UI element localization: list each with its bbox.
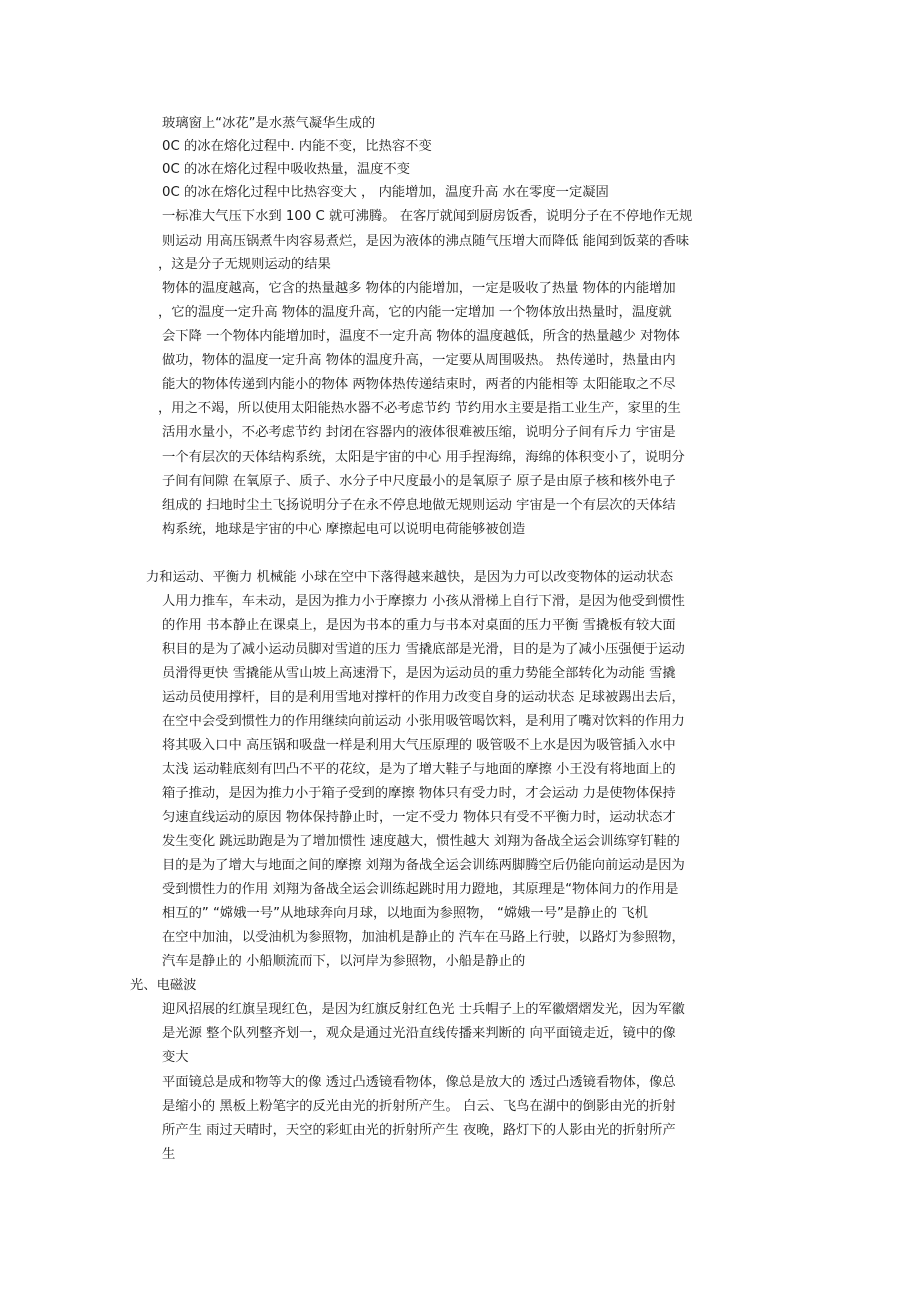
text-line: 汽车是静止的 小船顺流而下，以河岸为参照物，小船是静止的: [162, 954, 526, 969]
text-line: 构系统，地球是宇宙的中心 摩擦起电可以说明电荷能够被创造: [162, 522, 526, 537]
section-heading: 光、电磁波: [130, 978, 197, 993]
section-heading: 力和运动、平衡力 机械能 小球在空中下落得越来越快，是因为力可以改变物体的运动状态: [146, 570, 674, 585]
text-line: 员滑得更快 雪撬能从雪山坡上高速滑下，是因为运动员的重力势能全部转化为动能 雪撬: [162, 666, 676, 681]
text-line: 在空中会受到惯性力的作用继续向前运动 小张用吸管喝饮料，是利用了嘴对饮料的作用力: [162, 714, 685, 729]
text-line: 相互的” “嫦娥一号”从地球奔向月球，以地面为参照物， “嫦娥一号”是静止的 飞机: [162, 906, 648, 921]
text-line: 是光源 整个队列整齐划一，观众是通过光沿直线传播来判断的 向平面镜走近，镜中的像: [162, 1026, 676, 1041]
text-line: ，这是分子无规则运动的结果: [158, 257, 331, 272]
text-line: 的作用 书本静止在课桌上，是因为书本的重力与书本对桌面的压力平衡 雪撬板有较大面: [162, 618, 676, 633]
text-line: 则运动 用高压锅煮牛肉容易煮烂，是因为液体的沸点随气压增大而降低 能闻到饭菜的香味: [162, 234, 690, 249]
text-line: ，它的温度一定升高 物体的温度升高，它的内能一定增加 一个物体放出热量时，温度就: [158, 305, 672, 320]
text-line: 目的是为了增大与地面之间的摩擦 刘翔为备战全运会训练两脚腾空后仍能向前运动是因为: [162, 858, 685, 873]
text-line: 0C 的冰在熔化过程中. 内能不变，比热容不变: [162, 139, 432, 154]
text-line: ，用之不竭，所以使用太阳能热水器不必考虑节约 节约用水主要是指工业生产，家里的生: [158, 401, 681, 416]
text-line: 匀速直线运动的原因 物体保持静止时，一定不受力 物体只有受不平衡力时，运动状态才: [162, 810, 676, 825]
text-line: 会下降 一个物体内能增加时，温度不一定升高 物体的温度越低，所含的热量越少 对物体: [162, 329, 680, 344]
text-line: 积目的是为了减小运动员脚对雪道的压力 雪撬底部是光滑，目的是为了减小压强便于运动: [162, 642, 685, 657]
text-line: 受到惯性力的作用 刘翔为备战全运会训练起跳时用力蹬地，其原理是“物体间力的作用是: [162, 882, 679, 897]
text-line: 所产生 雨过天晴时，天空的彩虹由光的折射所产生 夜晚，路灯下的人影由光的折射所产: [162, 1123, 676, 1138]
text-line: 一标准大气压下水到 100 C 就可沸腾。 在客厅就闻到厨房饭香，说明分子在不停地作无规: [162, 209, 693, 224]
text-line: 子间有间隙 在氧原子、质子、水分子中尺度最小的是氧原子 原子是由原子核和核外电子: [162, 474, 676, 489]
text-line: 一个有层次的天体结构系统，太阳是宇宙的中心 用手捏海绵，海绵的体积变小了，说明分: [162, 450, 685, 465]
text-line: 人用力推车，车未动，是因为推力小于摩擦力 小孩从滑梯上自行下滑，是因为他受到惯性: [162, 594, 685, 609]
text-line: 活用水量小，不必考虑节约 封闭在容器内的液体很难被压缩，说明分子间有斥力 宇宙是: [162, 425, 676, 440]
text-line: 迎风招展的红旗呈现红色，是因为红旗反射红色光 士兵帽子上的军徽熠熠发光，因为军徽: [162, 1002, 685, 1017]
text-line: 玻璃窗上“冰花”是水蒸气凝华生成的: [162, 116, 376, 131]
text-line: 平面镜总是成和物等大的像 透过凸透镜看物体，像总是放大的 透过凸透镜看物体，像总: [162, 1075, 676, 1090]
text-line: 物体的温度越高，它含的热量越多 物体的内能增加，一定是吸收了热量 物体的内能增加: [162, 281, 676, 296]
text-line: 发生变化 跳远助跑是为了增加惯性 速度越大，惯性越大 刘翔为备战全运会训练穿钉鞋的: [162, 834, 680, 849]
text-line: 能大的物体传递到内能小的物体 两物体热传递结束时，两者的内能相等 太阳能取之不尽: [162, 377, 676, 392]
text-line: 将其吸入口中 高压锅和吸盘一样是利用大气压原理的 吸管吸不上水是因为吸管插入水中: [162, 738, 676, 753]
text-line: 0C 的冰在熔化过程中吸收热量，温度不变: [162, 162, 411, 177]
text-line: 箱子推动，是因为推力小于箱子受到的摩擦 物体只有受力时，才会运动 力是使物体保持: [162, 786, 676, 801]
text-line: 组成的 扫地时尘土飞扬说明分子在永不停息地做无规则运动 宇宙是一个有层次的天体结: [162, 498, 676, 513]
text-line: 在空中加油，以受油机为参照物，加油机是静止的 汽车在马路上行驶，以路灯为参照物，: [162, 930, 685, 945]
text-line: 做功，物体的温度一定升高 物体的温度升高，一定要从周围吸热。 热传递时，热量由内: [162, 353, 676, 368]
text-line: 变大: [162, 1050, 189, 1065]
text-line: 0C 的冰在熔化过程中比热容变大 ， 内能增加，温度升高 水在零度一定凝固: [162, 185, 609, 200]
text-line: 是缩小的 黑板上粉笔字的反光由光的折射所产生。 白云、飞鸟在湖中的倒影由光的折射: [162, 1099, 676, 1114]
text-line: 太浅 运动鞋底刻有凹凸不平的花纹，是为了增大鞋子与地面的摩擦 小王没有将地面上的: [162, 762, 676, 777]
text-line: 运动员使用撑杆，目的是利用雪地对撑杆的作用力改变自身的运动状态 足球被踢出去后，: [162, 690, 685, 705]
text-line: 生: [162, 1147, 176, 1162]
